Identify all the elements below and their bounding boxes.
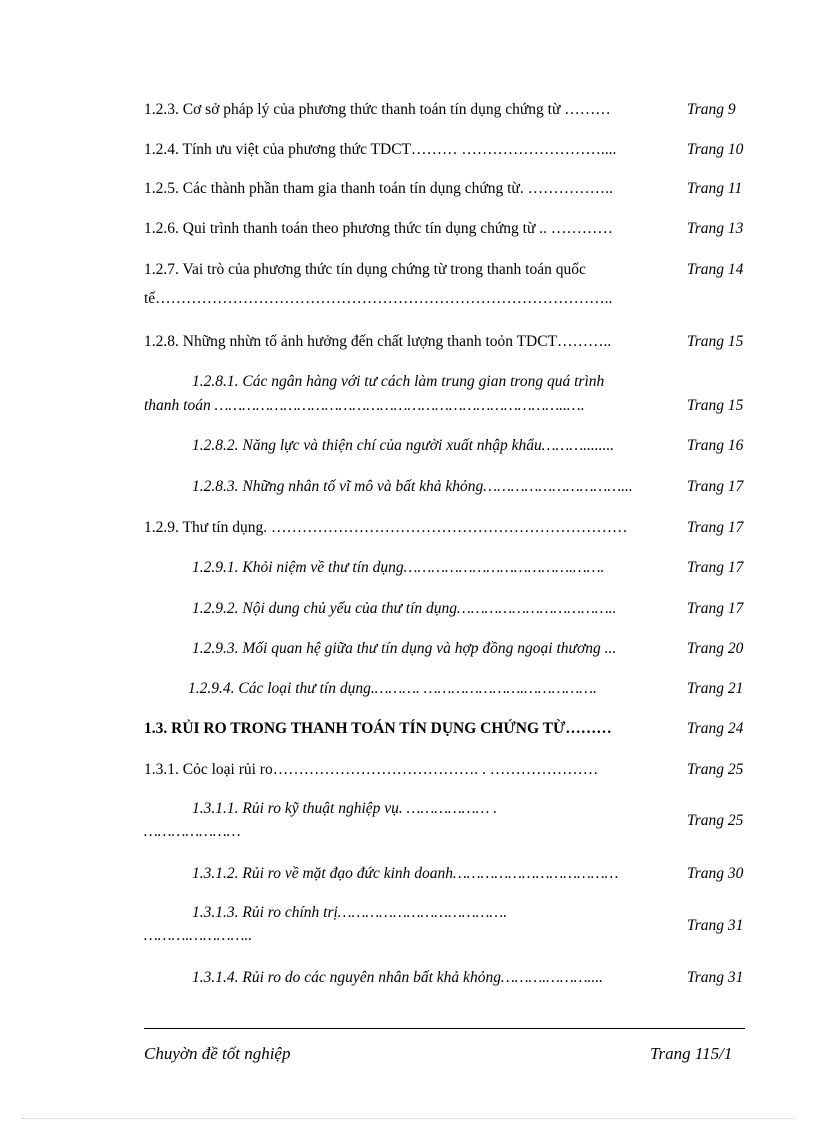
toc-entry-text: 1.2.8.2. Năng lực và thiện chí của người xuất nhập khẩu………........ (192, 437, 615, 454)
toc-entry-text: 1.2.9.2. Nội dung chủ yếu của thư tín dụng…………………………….. (192, 600, 617, 617)
toc-entry-page: Trang 17 (687, 519, 744, 536)
toc-entry-text: 1.3.1.2. Rủi ro về mặt đạo đức kinh doanh……………………………… (192, 865, 619, 882)
toc-entry-text: 1.3.1. Cỏc loại rủi ro…………………………………. . ………………… (144, 761, 599, 778)
toc-entry-text: 1.2.9.3. Mối quan hệ giữa thư tín dụng và hợp đồng ngoại thương ... (192, 640, 617, 657)
toc-entry-page: Trang 30 (687, 865, 744, 882)
toc-entry-text: 1.3. RỦI RO TRONG THANH TOÁN TÍN DỤNG CHỨNG TỪ……… (144, 720, 612, 737)
toc-entry-page: Trang 16 (687, 437, 744, 454)
toc-entry-text: 1.2.9.1. Khỏi niệm về thư tín dụng……………………………….……. (192, 559, 605, 576)
footer-divider (144, 1028, 745, 1029)
toc-entry-page: Trang 9 (687, 101, 736, 118)
toc-entry-text: 1.2.5. Các thành phần tham gia thanh toán tín dụng chứng từ. …………….. (144, 180, 613, 197)
toc-entry-text: 1.2.3. Cơ sở pháp lý của phương thức thanh toán tín dụng chứng từ ……… (144, 101, 611, 118)
toc-entry-text: 1.2.6. Qui trình thanh toán theo phương thức tín dụng chứng từ .. ………… (144, 220, 613, 237)
toc-entry-page: Trang 17 (687, 559, 744, 576)
toc-entry-page: Trang 31 (687, 969, 744, 986)
footer-document-title: Chuyờn đề tốt nghiệp (144, 1044, 291, 1063)
toc-entry-page: Trang 17 (687, 600, 744, 617)
toc-entry-text-continued: tế…………………………………………………………………………….. (144, 290, 613, 307)
toc-entry-text: 1.2.9.4. Các loại thư tín dụng.………. ………………….……………. (188, 680, 597, 697)
page-bottom-border (22, 1118, 794, 1119)
toc-entry-text: 1.3.1.3. Rủi ro chính trị………………………………. (192, 904, 508, 921)
toc-entry-page: Trang 25 (687, 812, 744, 829)
toc-entry-text: 1.2.8. Những nhừn tố ảnh hưởng đến chất lượng thanh toỏn TDCT……….. (144, 333, 612, 350)
toc-entry-page: Trang 25 (687, 761, 744, 778)
toc-entry-text-continued: ………………… (144, 823, 241, 840)
toc-entry-text: 1.2.4. Tính ưu việt của phương thức TDCT……… ……………………….... (144, 141, 617, 158)
toc-entry-text: 1.3.1.4. Rủi ro do các nguyên nhân bất khả khỏng……….……….... (192, 969, 604, 986)
toc-entry-page: Trang 24 (687, 720, 744, 737)
toc-entry-page: Trang 10 (687, 141, 744, 158)
toc-entry-page: Trang 21 (687, 680, 744, 697)
toc-entry-text: 1.2.9. Thư tín dụng. …………………………………………………………… (144, 519, 628, 536)
toc-entry-page: Trang 15 (687, 397, 744, 414)
toc-entry-text: 1.2.8.3. Những nhân tố vĩ mô và bất khả khỏng…………………………... (192, 478, 633, 495)
toc-entry-page: Trang 17 (687, 478, 744, 495)
toc-entry-text: 1.3.1.1. Rủi ro kỹ thuật nghiệp vụ. ……………… . (192, 800, 498, 817)
toc-entry-page: Trang 13 (687, 220, 744, 237)
toc-entry-page: Trang 31 (687, 917, 744, 934)
toc-entry-text-continued: thanh toán …………………………………………………………………..…. (144, 397, 585, 414)
toc-entry-page: Trang 11 (687, 180, 743, 197)
toc-entry-page: Trang 15 (687, 333, 744, 350)
footer-page-number: Trang 115/1 (650, 1044, 733, 1063)
toc-entry-page: Trang 14 (687, 261, 744, 278)
toc-entry-page: Trang 20 (687, 640, 744, 657)
toc-entry-text: 1.2.8.1. Các ngân hàng với tư cách làm trung gian trong quá trình (192, 373, 605, 390)
toc-entry-text-continued: ……….………….. (144, 927, 253, 944)
toc-entry-text: 1.2.7. Vai trò của phương thức tín dụng chứng từ trong thanh toán quốc (144, 261, 586, 278)
